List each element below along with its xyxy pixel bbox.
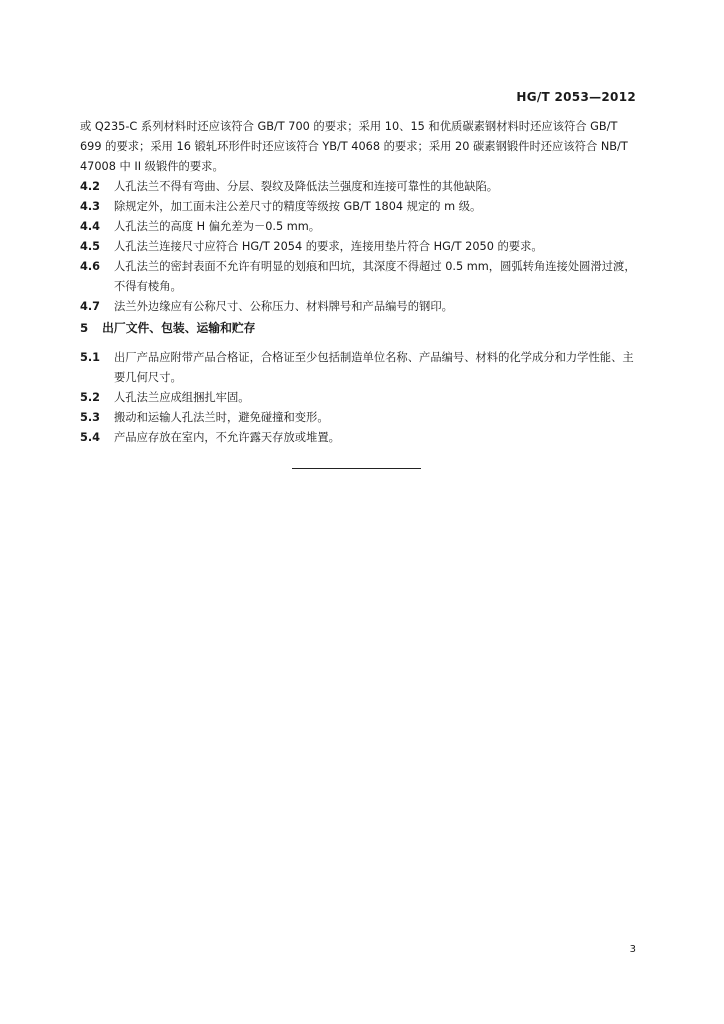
end-rule [292,468,421,469]
section-title: 出厂文件、包装、运输和贮存 [102,321,256,335]
clause-number: 4.2 [80,180,101,193]
clause-text: 除规定外，加工面未注公差尺寸的精度等级按 GB/T 1804 规定的 m 级。 [114,200,482,213]
clause-text: 搬动和运输人孔法兰时，避免碰撞和变形。 [114,411,329,424]
clause-text: 人孔法兰的高度 H 偏允差为－0.5 mm。 [114,220,321,233]
clause-number: 4.7 [80,300,101,313]
intro-paragraph: 或 Q235-C 系列材料时还应该符合 GB/T 700 的要求；采用 10、15 和优质碳素钢材料时还应该符合 GB/T 699 的要求；采用 16 锻轧环形件时还应该符合 YB/T 4068 的要求；采用 20 碳素钢锻件时还应该符合 NB/T 47008 中 II 级锻件的要求。 [80,120,628,173]
page-number: 3 [629,944,636,955]
section-heading [80,318,255,338]
clause-number: 5.2 [80,391,101,404]
clause-number: 4.5 [80,240,101,253]
section-number: 5 [80,321,89,335]
clause-text: 人孔法兰不得有弯曲、分层、裂纹及降低法兰强度和连接可靠性的其他缺陷。 [114,180,499,193]
clause-number: 4.4 [80,220,101,233]
clause-text: 人孔法兰的密封表面不允许有明显的划痕和凹坑，其深度不得超过 0.5 mm，圆弧转角连接处圆滑过渡，不得有棱角。 [114,260,636,293]
clause-number: 4.6 [80,260,101,273]
clause-text: 产品应存放在室内，不允许露天存放或堆置。 [114,431,340,444]
clause-number: 4.3 [80,200,101,213]
clause-number: 5.4 [80,431,101,444]
clause-text: 人孔法兰连接尺寸应符合 HG/T 2054 的要求，连接用垫片符合 HG/T 2050 的要求。 [114,240,543,253]
standard-code: HG/T 2053—2012 [516,90,636,104]
clause-number: 5.1 [80,351,101,364]
clause-text: 出厂产品应附带产品合格证，合格证至少包括制造单位名称、产品编号、材料的化学成分和力学性能、主要几何尺寸。 [114,351,634,384]
clause-text: 人孔法兰应成组捆扎牢固。 [114,391,250,404]
clause-text: 法兰外边缘应有公称尺寸、公称压力、材料牌号和产品编号的钢印。 [114,300,453,313]
clause-number: 5.3 [80,411,101,424]
